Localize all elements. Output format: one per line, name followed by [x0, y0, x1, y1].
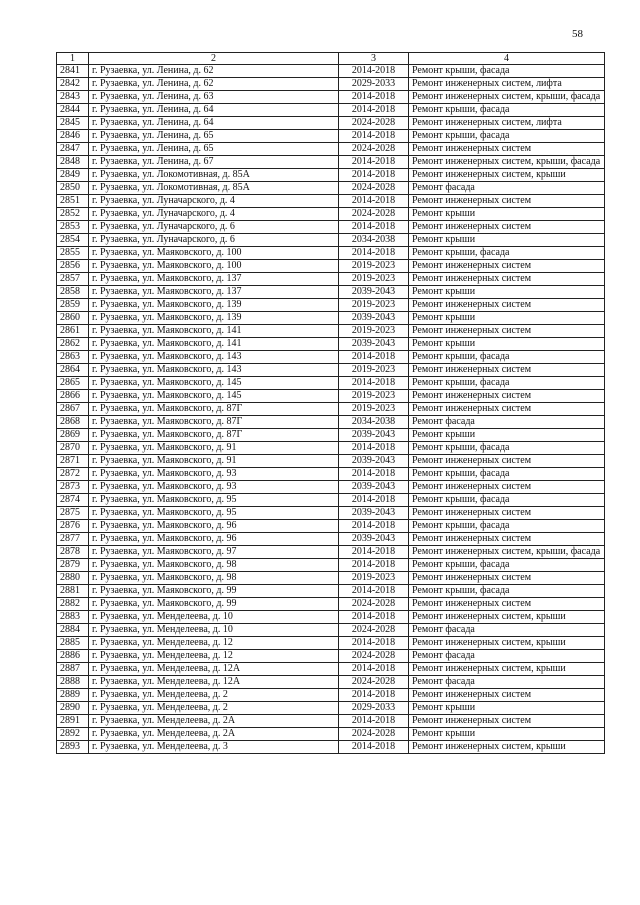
row-work-type: Ремонт фасада	[409, 624, 605, 637]
row-address: г. Рузаевка, ул. Ленина, д. 65	[89, 130, 339, 143]
table-row	[57, 169, 605, 182]
row-work-type: Ремонт инженерных систем, крыши	[409, 611, 605, 624]
row-address: г. Рузаевка, ул. Ленина, д. 62	[89, 65, 339, 78]
table-row	[57, 676, 605, 689]
row-address: г. Рузаевка, ул. Ленина, д. 64	[89, 117, 339, 130]
row-period: 2024-2028	[339, 143, 409, 156]
row-address: г. Рузаевка, ул. Менделеева, д. 12	[89, 637, 339, 650]
row-period: 2039-2043	[339, 507, 409, 520]
row-address: г. Рузаевка, ул. Маяковского, д. 96	[89, 520, 339, 533]
row-period: 2024-2028	[339, 728, 409, 741]
column-header-3: 3	[339, 53, 409, 65]
row-address: г. Рузаевка, ул. Маяковского, д. 139	[89, 312, 339, 325]
row-period: 2024-2028	[339, 650, 409, 663]
row-number: 2891	[57, 715, 89, 728]
row-number: 2875	[57, 507, 89, 520]
row-number: 2881	[57, 585, 89, 598]
row-period: 2024-2028	[339, 182, 409, 195]
row-number: 2892	[57, 728, 89, 741]
row-number: 2851	[57, 195, 89, 208]
row-number: 2885	[57, 637, 89, 650]
repair-schedule-table	[56, 52, 605, 754]
row-address: г. Рузаевка, ул. Маяковского, д. 143	[89, 351, 339, 364]
row-work-type: Ремонт крыши	[409, 234, 605, 247]
row-period: 2014-2018	[339, 351, 409, 364]
row-number: 2878	[57, 546, 89, 559]
header-row	[57, 53, 605, 65]
row-number: 2862	[57, 338, 89, 351]
row-number: 2869	[57, 429, 89, 442]
row-work-type: Ремонт инженерных систем, крыши	[409, 663, 605, 676]
row-period: 2024-2028	[339, 624, 409, 637]
table-row	[57, 416, 605, 429]
row-work-type: Ремонт инженерных систем	[409, 195, 605, 208]
row-work-type: Ремонт крыши	[409, 312, 605, 325]
row-work-type: Ремонт крыши	[409, 208, 605, 221]
row-work-type: Ремонт крыши, фасада	[409, 65, 605, 78]
row-work-type: Ремонт инженерных систем, лифта	[409, 117, 605, 130]
column-header-4: 4	[409, 53, 605, 65]
table-row	[57, 273, 605, 286]
column-header-2: 2	[89, 53, 339, 65]
row-address: г. Рузаевка, ул. Маяковского, д. 145	[89, 390, 339, 403]
row-period: 2014-2018	[339, 468, 409, 481]
row-period: 2019-2023	[339, 260, 409, 273]
row-number: 2854	[57, 234, 89, 247]
row-work-type: Ремонт крыши, фасада	[409, 520, 605, 533]
row-period: 2039-2043	[339, 312, 409, 325]
row-period: 2014-2018	[339, 104, 409, 117]
row-number: 2856	[57, 260, 89, 273]
table-row	[57, 299, 605, 312]
table-row	[57, 117, 605, 130]
table-row	[57, 650, 605, 663]
row-address: г. Рузаевка, ул. Маяковского, д. 96	[89, 533, 339, 546]
row-period: 2014-2018	[339, 130, 409, 143]
page-number: 58	[572, 28, 583, 40]
table-row	[57, 377, 605, 390]
row-number: 2889	[57, 689, 89, 702]
table-row	[57, 689, 605, 702]
row-number: 2890	[57, 702, 89, 715]
row-number: 2859	[57, 299, 89, 312]
row-period: 2014-2018	[339, 221, 409, 234]
row-work-type: Ремонт инженерных систем	[409, 715, 605, 728]
row-period: 2019-2023	[339, 403, 409, 416]
row-number: 2877	[57, 533, 89, 546]
row-work-type: Ремонт крыши, фасада	[409, 377, 605, 390]
row-address: г. Рузаевка, ул. Маяковского, д. 141	[89, 338, 339, 351]
table-row	[57, 637, 605, 650]
row-number: 2843	[57, 91, 89, 104]
row-address: г. Рузаевка, ул. Маяковского, д. 98	[89, 572, 339, 585]
row-number: 2846	[57, 130, 89, 143]
row-number: 2893	[57, 741, 89, 754]
table-row	[57, 247, 605, 260]
row-address: г. Рузаевка, ул. Маяковского, д. 95	[89, 507, 339, 520]
row-number: 2857	[57, 273, 89, 286]
row-address: г. Рузаевка, ул. Маяковского, д. 91	[89, 442, 339, 455]
table-row	[57, 325, 605, 338]
table-row	[57, 286, 605, 299]
row-address: г. Рузаевка, ул. Маяковского, д. 100	[89, 247, 339, 260]
row-period: 2014-2018	[339, 585, 409, 598]
row-work-type: Ремонт крыши, фасада	[409, 442, 605, 455]
table-row	[57, 585, 605, 598]
row-address: г. Рузаевка, ул. Менделеева, д. 3	[89, 741, 339, 754]
row-work-type: Ремонт инженерных систем	[409, 143, 605, 156]
row-work-type: Ремонт инженерных систем, крыши, фасада	[409, 546, 605, 559]
row-number: 2853	[57, 221, 89, 234]
row-address: г. Рузаевка, ул. Менделеева, д. 10	[89, 611, 339, 624]
row-work-type: Ремонт инженерных систем	[409, 598, 605, 611]
row-period: 2014-2018	[339, 546, 409, 559]
row-work-type: Ремонт инженерных систем	[409, 299, 605, 312]
row-period: 2014-2018	[339, 741, 409, 754]
row-number: 2852	[57, 208, 89, 221]
row-period: 2014-2018	[339, 377, 409, 390]
row-number: 2858	[57, 286, 89, 299]
row-period: 2014-2018	[339, 689, 409, 702]
table-row	[57, 611, 605, 624]
row-number: 2844	[57, 104, 89, 117]
row-work-type: Ремонт инженерных систем	[409, 533, 605, 546]
row-work-type: Ремонт инженерных систем, лифта	[409, 78, 605, 91]
row-period: 2014-2018	[339, 156, 409, 169]
row-address: г. Рузаевка, ул. Ленина, д. 62	[89, 78, 339, 91]
row-period: 2014-2018	[339, 559, 409, 572]
row-number: 2871	[57, 455, 89, 468]
table-header	[57, 53, 605, 65]
table-row	[57, 598, 605, 611]
row-number: 2879	[57, 559, 89, 572]
row-work-type: Ремонт крыши, фасада	[409, 130, 605, 143]
table-row	[57, 520, 605, 533]
table-row	[57, 442, 605, 455]
row-work-type: Ремонт инженерных систем, крыши	[409, 637, 605, 650]
row-period: 2024-2028	[339, 598, 409, 611]
row-address: г. Рузаевка, ул. Маяковского, д. 87Г	[89, 403, 339, 416]
row-address: г. Рузаевка, ул. Ленина, д. 65	[89, 143, 339, 156]
row-period: 2014-2018	[339, 442, 409, 455]
row-address: г. Рузаевка, ул. Луначарского, д. 4	[89, 195, 339, 208]
row-address: г. Рузаевка, ул. Маяковского, д. 87Г	[89, 416, 339, 429]
row-period: 2039-2043	[339, 481, 409, 494]
table-row	[57, 91, 605, 104]
row-number: 2864	[57, 364, 89, 377]
row-number: 2863	[57, 351, 89, 364]
row-address: г. Рузаевка, ул. Маяковского, д. 143	[89, 364, 339, 377]
row-work-type: Ремонт инженерных систем	[409, 481, 605, 494]
table-row	[57, 130, 605, 143]
table-row	[57, 481, 605, 494]
row-address: г. Рузаевка, ул. Маяковского, д. 98	[89, 559, 339, 572]
table-row	[57, 221, 605, 234]
table-row	[57, 728, 605, 741]
row-address: г. Рузаевка, ул. Маяковского, д. 91	[89, 455, 339, 468]
row-number: 2845	[57, 117, 89, 130]
row-work-type: Ремонт инженерных систем	[409, 221, 605, 234]
row-number: 2849	[57, 169, 89, 182]
row-work-type: Ремонт крыши	[409, 338, 605, 351]
column-header-1: 1	[57, 53, 89, 65]
row-address: г. Рузаевка, ул. Ленина, д. 67	[89, 156, 339, 169]
row-address: г. Рузаевка, ул. Менделеева, д. 2А	[89, 715, 339, 728]
row-work-type: Ремонт инженерных систем	[409, 273, 605, 286]
table-row	[57, 312, 605, 325]
row-work-type: Ремонт инженерных систем	[409, 325, 605, 338]
row-period: 2019-2023	[339, 390, 409, 403]
row-work-type: Ремонт крыши, фасада	[409, 585, 605, 598]
row-address: г. Рузаевка, ул. Ленина, д. 63	[89, 91, 339, 104]
table-row	[57, 195, 605, 208]
row-address: г. Рузаевка, ул. Маяковского, д. 99	[89, 585, 339, 598]
row-period: 2014-2018	[339, 637, 409, 650]
row-work-type: Ремонт крыши, фасада	[409, 468, 605, 481]
row-work-type: Ремонт крыши, фасада	[409, 494, 605, 507]
row-period: 2014-2018	[339, 494, 409, 507]
row-period: 2024-2028	[339, 676, 409, 689]
row-period: 2014-2018	[339, 91, 409, 104]
row-address: г. Рузаевка, ул. Маяковского, д. 137	[89, 286, 339, 299]
row-period: 2019-2023	[339, 273, 409, 286]
table-row	[57, 156, 605, 169]
row-number: 2880	[57, 572, 89, 585]
row-number: 2848	[57, 156, 89, 169]
table-row	[57, 208, 605, 221]
table-row	[57, 559, 605, 572]
row-period: 2034-2038	[339, 234, 409, 247]
table-row	[57, 429, 605, 442]
row-address: г. Рузаевка, ул. Маяковского, д. 137	[89, 273, 339, 286]
row-work-type: Ремонт инженерных систем	[409, 572, 605, 585]
row-address: г. Рузаевка, ул. Менделеева, д. 2	[89, 702, 339, 715]
row-number: 2887	[57, 663, 89, 676]
row-work-type: Ремонт фасада	[409, 650, 605, 663]
table-row	[57, 468, 605, 481]
row-number: 2886	[57, 650, 89, 663]
table-row	[57, 572, 605, 585]
table-row	[57, 338, 605, 351]
row-number: 2850	[57, 182, 89, 195]
row-period: 2039-2043	[339, 455, 409, 468]
table-row	[57, 702, 605, 715]
row-work-type: Ремонт крыши	[409, 429, 605, 442]
row-period: 2024-2028	[339, 117, 409, 130]
table-row	[57, 715, 605, 728]
row-address: г. Рузаевка, ул. Луначарского, д. 4	[89, 208, 339, 221]
row-period: 2014-2018	[339, 663, 409, 676]
row-address: г. Рузаевка, ул. Маяковского, д. 93	[89, 481, 339, 494]
row-address: г. Рузаевка, ул. Менделеева, д. 10	[89, 624, 339, 637]
row-address: г. Рузаевка, ул. Локомотивная, д. 85А	[89, 169, 339, 182]
row-period: 2034-2038	[339, 416, 409, 429]
row-number: 2865	[57, 377, 89, 390]
row-period: 2014-2018	[339, 65, 409, 78]
row-address: г. Рузаевка, ул. Маяковского, д. 139	[89, 299, 339, 312]
row-period: 2019-2023	[339, 572, 409, 585]
row-address: г. Рузаевка, ул. Маяковского, д. 93	[89, 468, 339, 481]
row-period: 2014-2018	[339, 169, 409, 182]
row-period: 2019-2023	[339, 325, 409, 338]
row-work-type: Ремонт инженерных систем	[409, 507, 605, 520]
row-address: г. Рузаевка, ул. Менделеева, д. 2	[89, 689, 339, 702]
row-period: 2019-2023	[339, 299, 409, 312]
row-period: 2029-2033	[339, 702, 409, 715]
row-work-type: Ремонт крыши	[409, 702, 605, 715]
table-row	[57, 182, 605, 195]
row-work-type: Ремонт инженерных систем, крыши	[409, 741, 605, 754]
row-period: 2019-2023	[339, 364, 409, 377]
row-period: 2014-2018	[339, 195, 409, 208]
table-row	[57, 260, 605, 273]
row-number: 2873	[57, 481, 89, 494]
row-work-type: Ремонт инженерных систем	[409, 364, 605, 377]
table-row	[57, 234, 605, 247]
row-number: 2874	[57, 494, 89, 507]
row-number: 2868	[57, 416, 89, 429]
table-row	[57, 455, 605, 468]
table-row	[57, 143, 605, 156]
row-work-type: Ремонт инженерных систем, крыши, фасада	[409, 91, 605, 104]
row-address: г. Рузаевка, ул. Маяковского, д. 145	[89, 377, 339, 390]
row-work-type: Ремонт инженерных систем	[409, 390, 605, 403]
row-work-type: Ремонт инженерных систем	[409, 260, 605, 273]
row-address: г. Рузаевка, ул. Менделеева, д. 12А	[89, 676, 339, 689]
row-address: г. Рузаевка, ул. Менделеева, д. 2А	[89, 728, 339, 741]
row-address: г. Рузаевка, ул. Маяковского, д. 141	[89, 325, 339, 338]
table-row	[57, 741, 605, 754]
row-work-type: Ремонт крыши, фасада	[409, 351, 605, 364]
row-number: 2888	[57, 676, 89, 689]
row-period: 2014-2018	[339, 520, 409, 533]
table-row	[57, 624, 605, 637]
row-number: 2883	[57, 611, 89, 624]
table-row	[57, 403, 605, 416]
table-row	[57, 494, 605, 507]
table-row	[57, 546, 605, 559]
row-number: 2855	[57, 247, 89, 260]
row-address: г. Рузаевка, ул. Маяковского, д. 95	[89, 494, 339, 507]
row-address: г. Рузаевка, ул. Луначарского, д. 6	[89, 221, 339, 234]
row-period: 2024-2028	[339, 208, 409, 221]
table-row	[57, 507, 605, 520]
row-address: г. Рузаевка, ул. Менделеева, д. 12А	[89, 663, 339, 676]
row-work-type: Ремонт фасада	[409, 416, 605, 429]
row-work-type: Ремонт инженерных систем, крыши, фасада	[409, 156, 605, 169]
row-address: г. Рузаевка, ул. Маяковского, д. 87Г	[89, 429, 339, 442]
row-address: г. Рузаевка, ул. Локомотивная, д. 85А	[89, 182, 339, 195]
row-work-type: Ремонт крыши, фасада	[409, 104, 605, 117]
row-work-type: Ремонт крыши, фасада	[409, 559, 605, 572]
table-row	[57, 663, 605, 676]
table-row	[57, 364, 605, 377]
row-work-type: Ремонт инженерных систем	[409, 455, 605, 468]
row-address: г. Рузаевка, ул. Луначарского, д. 6	[89, 234, 339, 247]
row-address: г. Рузаевка, ул. Менделеева, д. 12	[89, 650, 339, 663]
row-address: г. Рузаевка, ул. Маяковского, д. 100	[89, 260, 339, 273]
row-address: г. Рузаевка, ул. Ленина, д. 64	[89, 104, 339, 117]
row-work-type: Ремонт инженерных систем, крыши	[409, 169, 605, 182]
row-period: 2014-2018	[339, 247, 409, 260]
table-row	[57, 390, 605, 403]
row-period: 2039-2043	[339, 338, 409, 351]
row-work-type: Ремонт крыши	[409, 286, 605, 299]
row-work-type: Ремонт фасада	[409, 676, 605, 689]
row-number: 2867	[57, 403, 89, 416]
row-number: 2842	[57, 78, 89, 91]
row-number: 2841	[57, 65, 89, 78]
table-row	[57, 78, 605, 91]
row-number: 2876	[57, 520, 89, 533]
row-number: 2872	[57, 468, 89, 481]
row-address: г. Рузаевка, ул. Маяковского, д. 97	[89, 546, 339, 559]
table-row	[57, 351, 605, 364]
row-number: 2860	[57, 312, 89, 325]
row-work-type: Ремонт крыши, фасада	[409, 247, 605, 260]
row-period: 2014-2018	[339, 611, 409, 624]
table-row	[57, 65, 605, 78]
row-work-type: Ремонт инженерных систем	[409, 403, 605, 416]
row-period: 2029-2033	[339, 78, 409, 91]
row-period: 2039-2043	[339, 429, 409, 442]
table-row	[57, 533, 605, 546]
row-work-type: Ремонт крыши	[409, 728, 605, 741]
row-number: 2847	[57, 143, 89, 156]
table-body	[57, 65, 605, 754]
table-row	[57, 104, 605, 117]
row-number: 2884	[57, 624, 89, 637]
row-period: 2039-2043	[339, 533, 409, 546]
row-work-type: Ремонт инженерных систем	[409, 689, 605, 702]
row-number: 2882	[57, 598, 89, 611]
row-period: 2014-2018	[339, 715, 409, 728]
row-address: г. Рузаевка, ул. Маяковского, д. 99	[89, 598, 339, 611]
row-period: 2039-2043	[339, 286, 409, 299]
row-number: 2866	[57, 390, 89, 403]
row-number: 2870	[57, 442, 89, 455]
row-work-type: Ремонт фасада	[409, 182, 605, 195]
row-number: 2861	[57, 325, 89, 338]
